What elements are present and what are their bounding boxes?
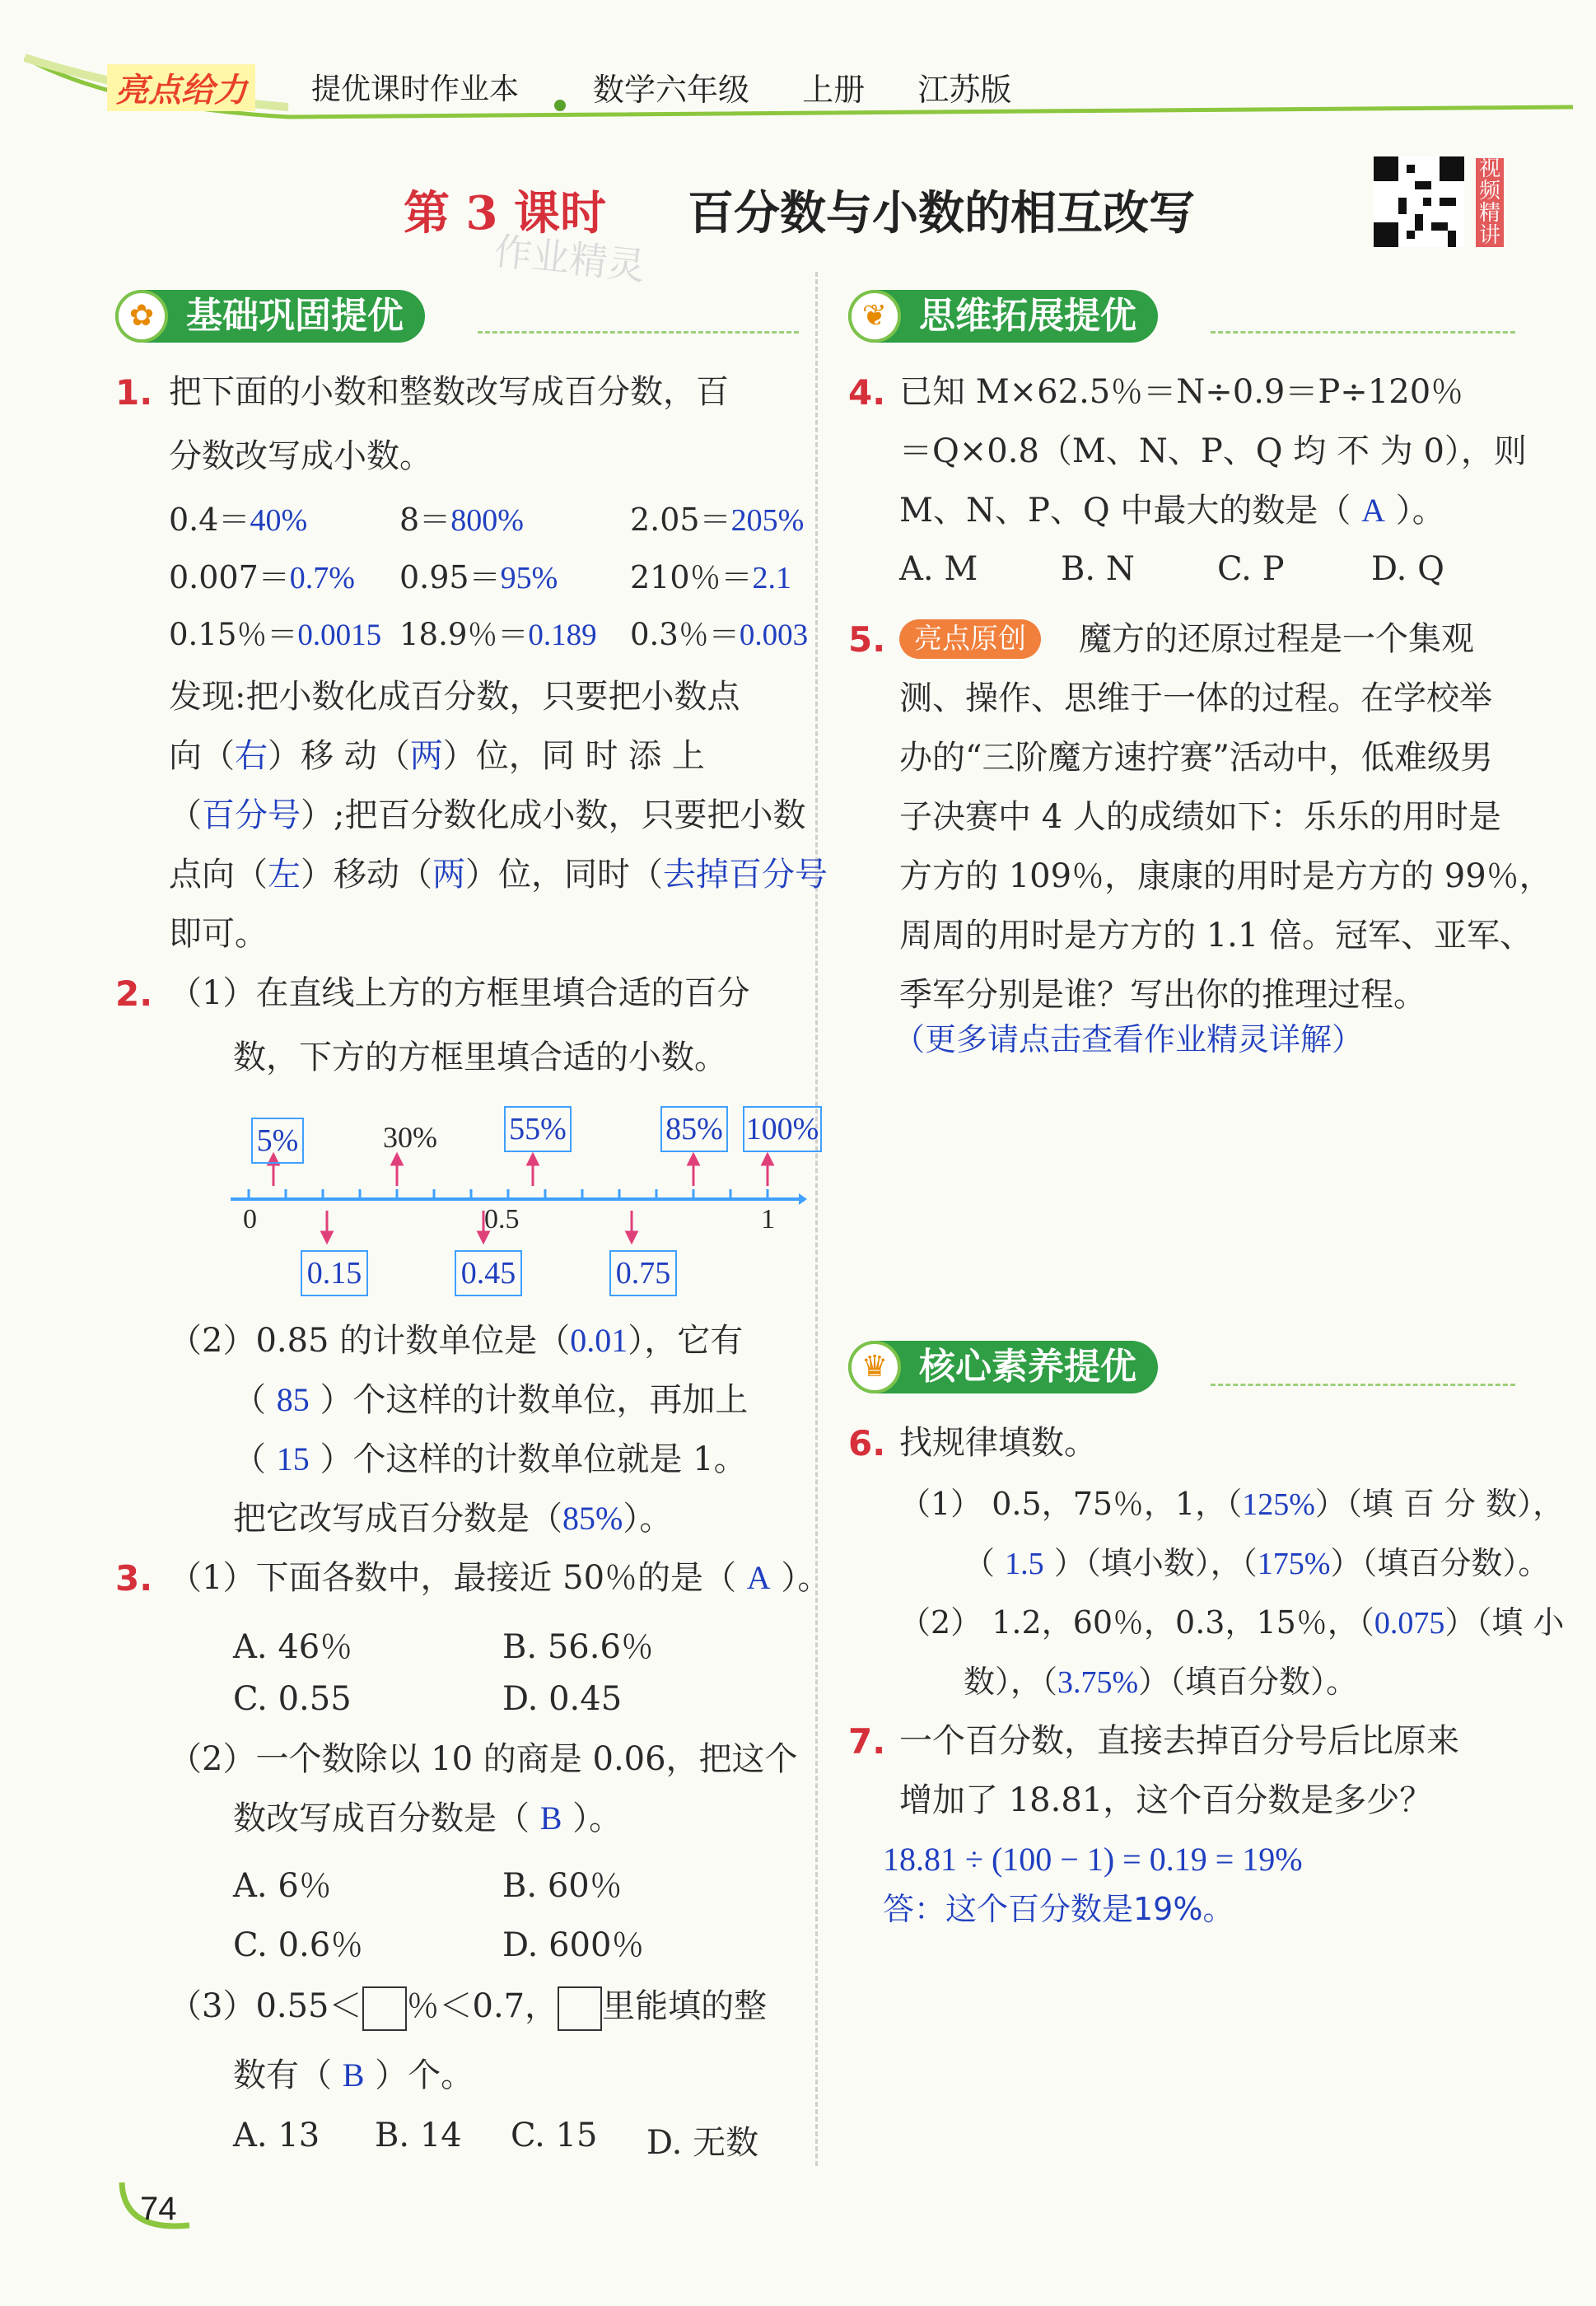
- bottom-box-0.45: 0.45: [455, 1250, 522, 1296]
- q5-more-link[interactable]: （更多请点击查看作业精灵详解）: [894, 1021, 1364, 1057]
- q1-line2: 分数改写成小数。: [169, 437, 432, 475]
- edition: 江苏版: [917, 72, 1012, 108]
- q4-line3: M、N、P、Q 中最大的数是（ A ）。: [899, 492, 1445, 530]
- tick-0: 0: [243, 1204, 257, 1235]
- column-divider: [815, 272, 818, 2166]
- q3-p1-option-b: B. 56.6％: [502, 1628, 654, 1666]
- volume: 上册: [802, 72, 866, 108]
- q1-finding-2: 向（右）移 动（两）位，同 时 添 上: [169, 737, 705, 775]
- q4-option-b: B. N: [1061, 550, 1135, 588]
- q6-intro: 找规律填数。: [899, 1424, 1097, 1462]
- section-core-label: 核心素养提优: [919, 1346, 1136, 1388]
- q3-part3-line2: 数有（ B ）个。: [233, 2056, 474, 2094]
- q2-part2-line2: （ 85 ）个这样的计数单位，再加上: [233, 1381, 749, 1419]
- q6-part1-line2: （ 1.5 ）（填小数），（175%）（填百分数）。: [964, 1545, 1550, 1581]
- q1-item-2: 8＝800%: [399, 502, 524, 538]
- qr-code[interactable]: [1374, 156, 1464, 247]
- blank-square: [558, 1986, 602, 2031]
- q6-number: 6.: [848, 1423, 886, 1463]
- q4-option-a: A. M: [899, 550, 978, 588]
- q1-item-4: 0.007＝0.7%: [169, 559, 355, 595]
- section-thinking-label: 思维拓展提优: [919, 295, 1136, 337]
- q6-part2-line1: （2） 1.2，60％，0.3，15％，（0.075）（填 小: [899, 1604, 1565, 1641]
- section-thinking: [848, 290, 1158, 343]
- q3-p3-option-c: C. 15: [511, 2117, 598, 2154]
- q3-number: 3.: [115, 1558, 153, 1599]
- q5-line5: 方方的 109％，康康的用时是方方的 99％，: [899, 857, 1552, 895]
- q4-option-c: C. P: [1217, 550, 1285, 588]
- q1-item-1: 0.4＝40%: [169, 502, 308, 538]
- flower-icon: ✿: [115, 290, 168, 343]
- q3-p1-option-a: A. 46％: [233, 1628, 353, 1666]
- q3-p1-option-c: C. 0.55: [233, 1680, 352, 1718]
- q3-part1: （1）下面各数中，最接近 50％的是（ A ）。: [169, 1559, 831, 1597]
- tick-0.5: 0.5: [484, 1204, 520, 1235]
- watermark: 作业精灵: [492, 228, 648, 289]
- q3-part2-line2: 数改写成百分数是（ B ）。: [233, 1800, 623, 1837]
- section-basic: [115, 290, 425, 343]
- q2-part1-line2: 数，下方的方框里填合适的小数。: [233, 1039, 727, 1076]
- q5-line7: 季军分别是谁？写出你的推理过程。: [899, 976, 1426, 1014]
- q3-p1-option-d: D. 0.45: [502, 1680, 623, 1718]
- q4-line1: 已知 M×62.5％＝N÷0.9＝P÷120％: [899, 373, 1464, 411]
- section-basic-label: 基础巩固提优: [186, 295, 404, 337]
- q5-line2: 测、操作、思维于一体的过程。在学校举: [899, 679, 1492, 717]
- q1-line1: 把下面的小数和整数改写成百分数，百: [169, 373, 729, 411]
- qr-label: 视频精讲: [1476, 158, 1504, 247]
- top-box-85pct: 85%: [660, 1106, 728, 1152]
- q2-number: 2.: [115, 973, 153, 1014]
- q5-line6: 周周的用时是方方的 1.1 倍。冠军、亚军、: [899, 917, 1533, 955]
- q5-number: 5.: [848, 619, 886, 660]
- q3-p3-option-d: D. 无数: [646, 2124, 759, 2162]
- lesson-number: 第 3 课时: [404, 186, 606, 240]
- top-box-5pct: 5%: [251, 1118, 304, 1164]
- q3-part2-line1: （2）一个数除以 10 的商是 0.06，把这个: [169, 1740, 798, 1778]
- page-number: 74: [140, 2191, 177, 2227]
- q2-part2-line1: （2）0.85 的计数单位是（0.01），它有: [169, 1322, 744, 1360]
- q7-number: 7.: [848, 1721, 886, 1762]
- q3-p2-option-b: B. 60％: [502, 1867, 623, 1905]
- lesson-topic: 百分数与小数的相互改写: [687, 186, 1195, 240]
- q3-part3-line1: （3）0.55＜ ％＜0.7， 里能填的整: [169, 1977, 767, 2036]
- q3-p3-option-a: A. 13: [233, 2117, 320, 2154]
- brand-logo: 亮点给力: [107, 64, 255, 111]
- q1-item-7: 0.15％＝0.0015: [169, 617, 382, 652]
- top-box-55pct: 55%: [504, 1106, 572, 1152]
- q1-item-8: 18.9％＝0.189: [399, 617, 597, 652]
- q1-item-6: 210％＝2.1: [630, 559, 792, 595]
- q5-line1: 魔方的还原过程是一个集观: [1079, 620, 1474, 658]
- q2-part2-line3: （ 15 ）个这样的计数单位就是 1。: [233, 1440, 747, 1478]
- q3-p2-option-a: A. 6％: [233, 1867, 332, 1905]
- subject: 数学六年级: [593, 72, 750, 108]
- subject-label: [593, 64, 1011, 110]
- q1-finding-3: （百分号）;把百分数化成小数，只要把小数: [169, 796, 806, 834]
- q7-line2: 增加了 18.81，这个百分数是多少？: [899, 1781, 1433, 1819]
- q1-number: 1.: [115, 372, 153, 413]
- q2-part2-line4: 把它改写成百分数是（85%）。: [233, 1500, 673, 1538]
- q3-p2-option-d: D. 600％: [502, 1926, 645, 1964]
- book-name: 提优课时作业本: [311, 72, 520, 106]
- q6-part2-line2: 数），（3.75%）（填百分数）。: [964, 1664, 1358, 1700]
- q1-finding-4: 点向（左）移动（两）位，同时（去掉百分号: [169, 856, 828, 894]
- q2-part1-line1: （1）在直线上方的方框里填合适的百分: [169, 974, 750, 1012]
- bottom-box-0.15: 0.15: [301, 1250, 368, 1296]
- blank-square: [362, 1986, 407, 2031]
- original-tag: 亮点原创: [899, 619, 1041, 659]
- q1-finding-5: 即可。: [169, 915, 268, 953]
- top-label-30pct: 30%: [383, 1121, 437, 1154]
- q4-line2: ＝Q×0.8（M、N、P、Q 均 不 为 0），则: [899, 432, 1527, 470]
- bottom-box-0.75: 0.75: [609, 1250, 677, 1296]
- q1-item-9: 0.3％＝0.003: [630, 617, 809, 652]
- q7-calculation: 18.81 ÷ (100 − 1) = 0.19 = 19%: [883, 1841, 1303, 1878]
- tick-1: 1: [761, 1204, 775, 1235]
- q5-line4: 子决赛中 4 人的成绩如下：乐乐的用时是: [899, 798, 1501, 836]
- q5-line3: 办的“三阶魔方速拧赛”活动中，低难级男: [899, 739, 1493, 777]
- trophy-icon: ♛: [848, 1341, 901, 1393]
- q3-p3-option-b: B. 14: [375, 2117, 462, 2154]
- q3-p2-option-c: C. 0.6％: [233, 1926, 364, 1964]
- section-core: [848, 1341, 1158, 1393]
- sprout-icon: ❦: [848, 290, 901, 343]
- top-box-100pct: 100%: [743, 1106, 822, 1152]
- q7-line1: 一个百分数，直接去掉百分号后比原来: [899, 1722, 1459, 1760]
- q4-option-d: D. Q: [1371, 550, 1444, 588]
- q1-item-3: 2.05＝205%: [630, 502, 805, 538]
- q6-part1-line1: （1） 0.5，75％，1，（125%）（填 百 分 数），: [899, 1486, 1565, 1522]
- q7-answer: 答：这个百分数是19%。: [883, 1891, 1234, 1927]
- q1-item-5: 0.95＝95%: [399, 559, 558, 595]
- q4-number: 4.: [848, 372, 886, 413]
- q1-finding-1: 发现:把小数化成百分数，只要把小数点: [169, 678, 740, 716]
